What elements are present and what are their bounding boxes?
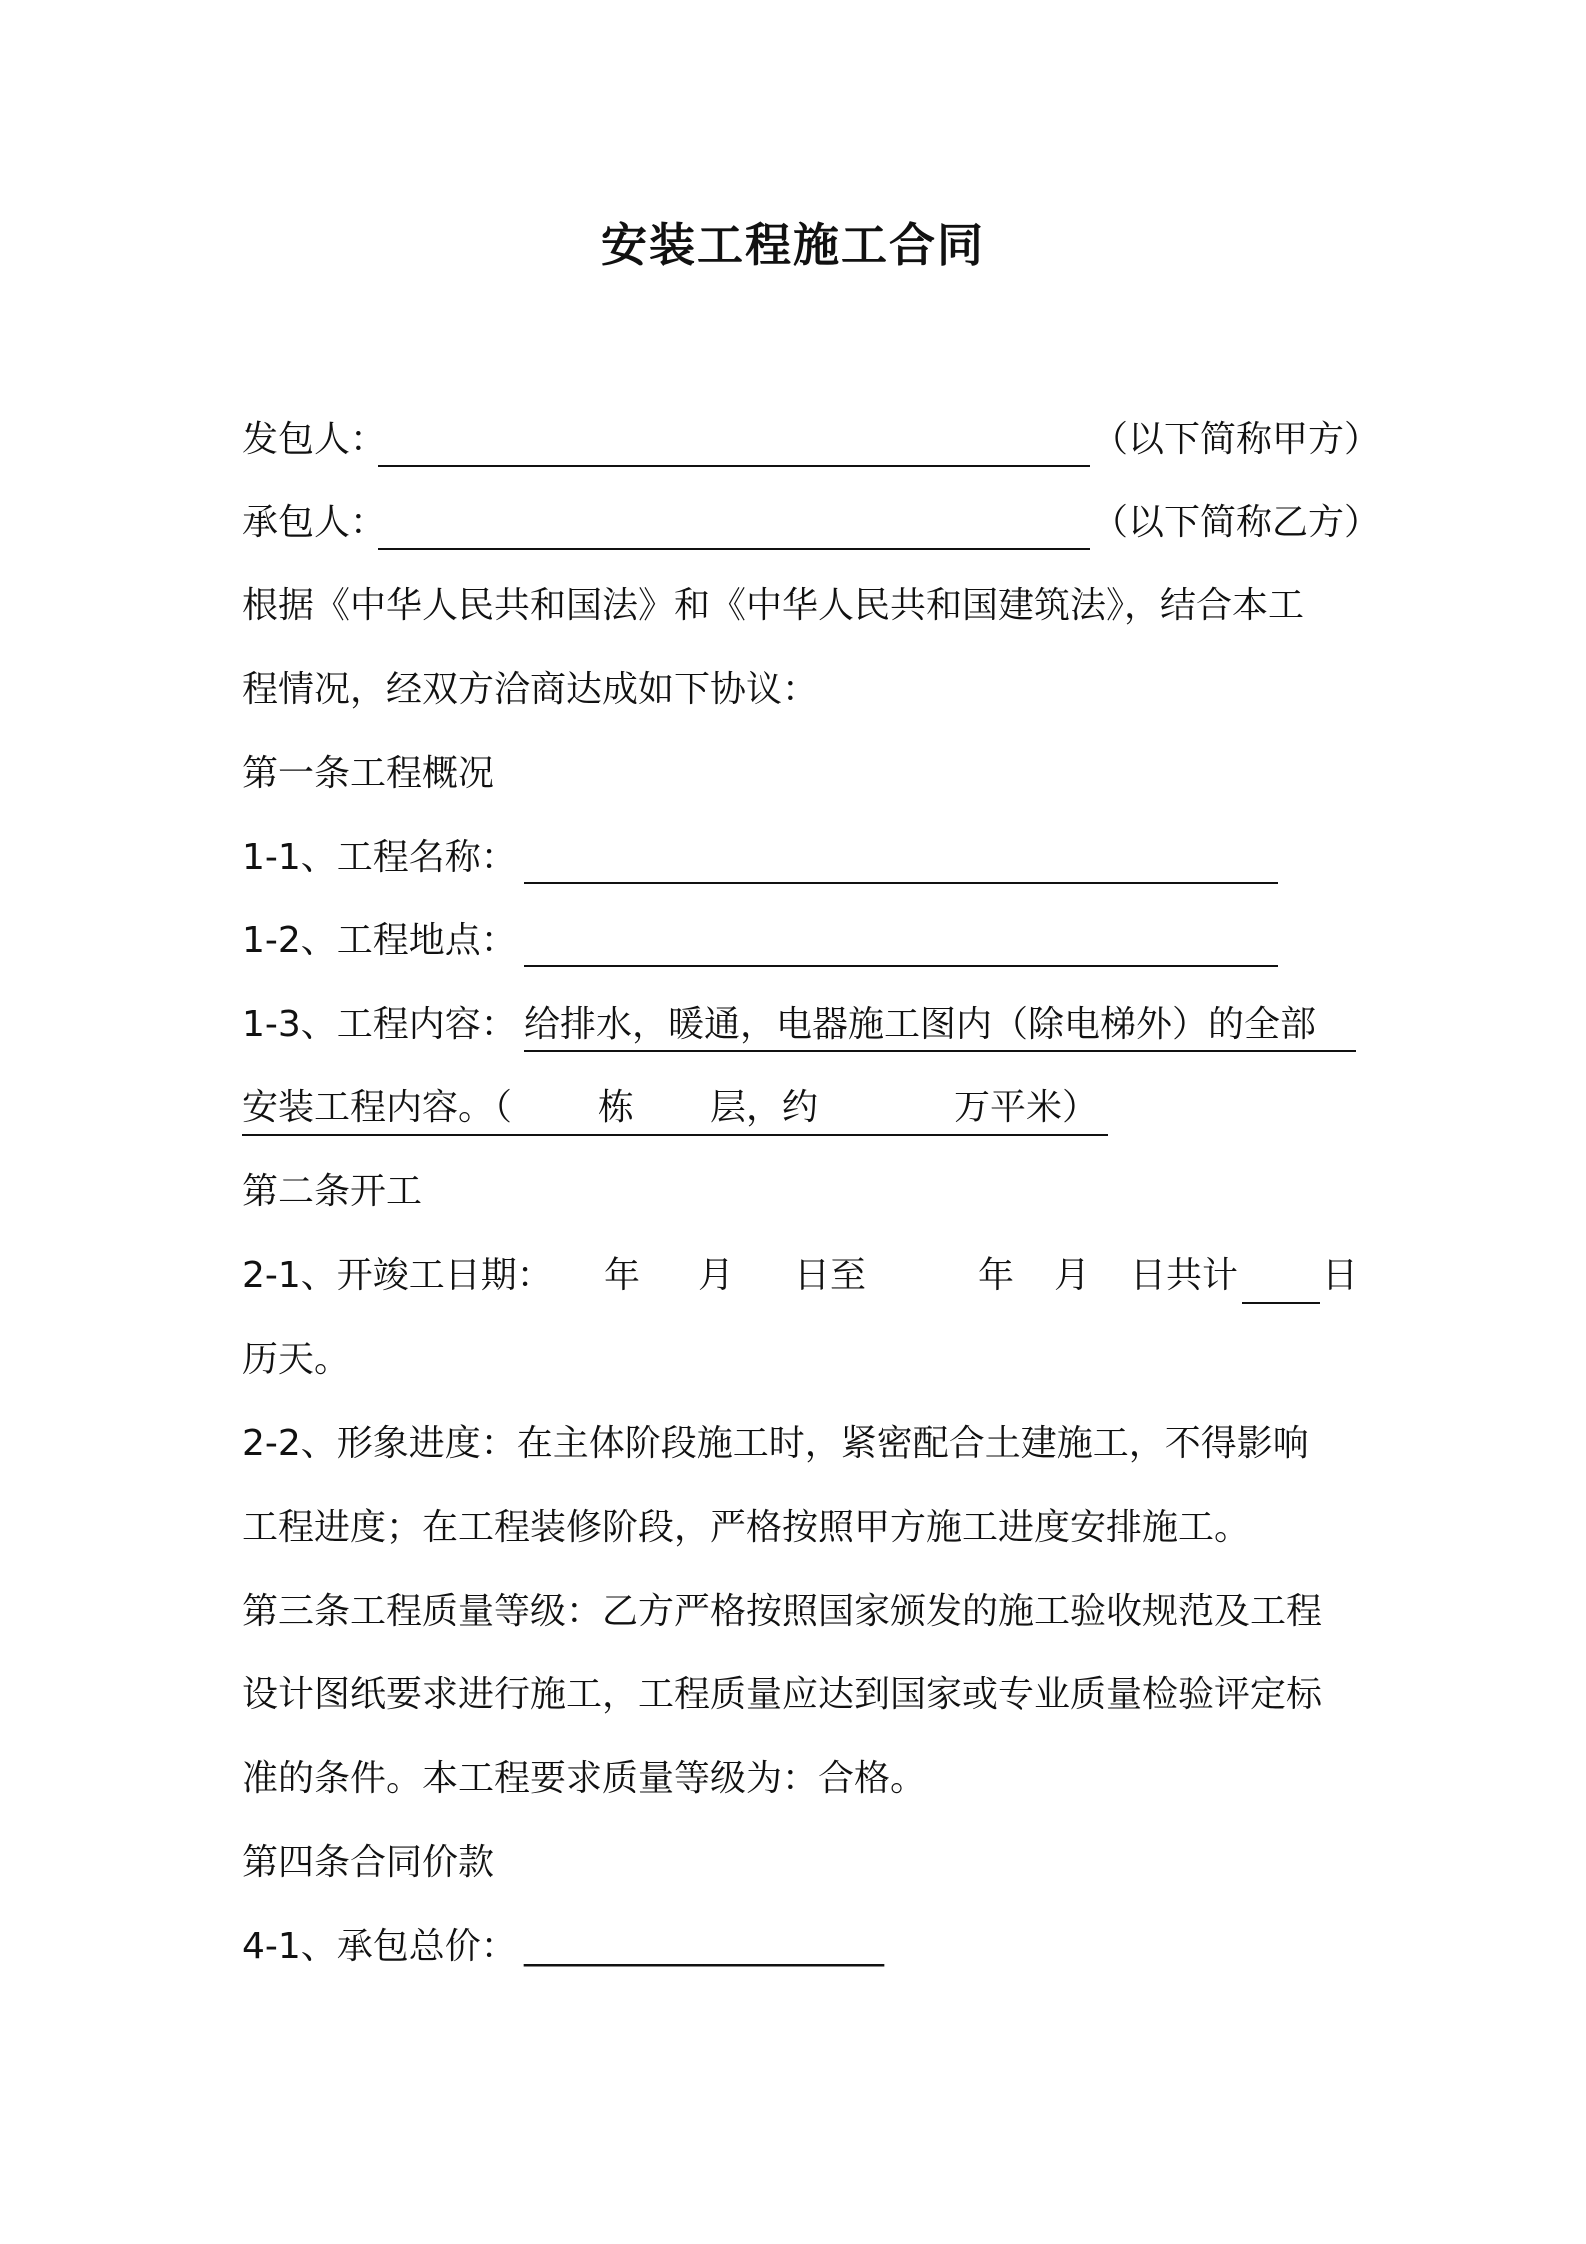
start-month: 月 [698,1255,735,1296]
item-1-3-text: 给排水，暖通，电器施工图内（除电梯外）的全部 [524,1004,1317,1045]
article-3-line-3: 准的条件。本工程要求质量等级为：合格。 [242,1758,927,1799]
item-2-2-line-1: 2-2、形象进度：在主体阶段施工时，紧密配合土建施工，不得影响 [242,1423,1309,1464]
preamble-line-1: 根据《中华人民共和国法》和《中华人民共和国建筑法》，结合本工 [242,585,1305,626]
end-day: 日共计 [1130,1255,1239,1296]
item-4-1-label: 4-1、承包总价： [242,1926,517,1967]
item-4-1-blank: ____________________ [524,1926,884,1967]
preamble-line-2: 程情况，经双方洽商达成如下协议： [242,669,819,710]
item-1-3-line-2-a: 安装工程内容。（ [242,1087,513,1128]
start-day: 日至 [794,1255,867,1296]
total-days-unit: 日 [1322,1255,1359,1296]
party-a-blank [378,465,1090,467]
item-1-3-line-2-underline [242,1134,1108,1136]
item-1-3-line-2-d: 万平米） [954,1087,1099,1128]
article-4-heading: 第四条合同价款 [242,1842,495,1883]
end-year: 年 [978,1255,1015,1296]
item-1-2-blank [524,965,1278,967]
article-3-line-1: 第三条工程质量等级：乙方严格按照国家颁发的施工验收规范及工程 [242,1591,1323,1632]
item-2-1-line-2: 历天。 [242,1339,351,1380]
article-3-line-2: 设计图纸要求进行施工，工程质量应达到国家或专业质量检验评定标 [242,1674,1323,1715]
party-b-suffix: （以下简称乙方） [1092,502,1381,543]
start-year: 年 [604,1255,641,1296]
end-month: 月 [1054,1255,1091,1296]
party-a-label: 发包人： [242,419,387,460]
total-days-blank [1242,1302,1320,1304]
document-title: 安装工程施工合同 [601,218,985,272]
article-1-heading: 第一条工程概况 [242,753,495,794]
party-b-label: 承包人： [242,502,387,543]
item-1-3-line-2-b: 栋 [598,1087,635,1128]
article-2-heading: 第二条开工 [242,1171,423,1212]
item-1-2-label: 1-2、工程地点： [242,920,517,961]
item-1-3-underline [524,1050,1356,1052]
item-1-3-line-2-c: 层，约 [710,1087,819,1128]
item-2-2-line-2: 工程进度；在工程装修阶段，严格按照甲方施工进度安排施工。 [242,1507,1251,1548]
item-1-1-blank [524,882,1278,884]
party-b-blank [378,548,1090,550]
item-1-3-label: 1-3、工程内容： [242,1004,517,1045]
item-1-1-label: 1-1、工程名称： [242,837,517,878]
party-a-suffix: （以下简称甲方） [1092,419,1381,460]
item-2-1-label: 2-1、开竣工日期： [242,1255,553,1296]
